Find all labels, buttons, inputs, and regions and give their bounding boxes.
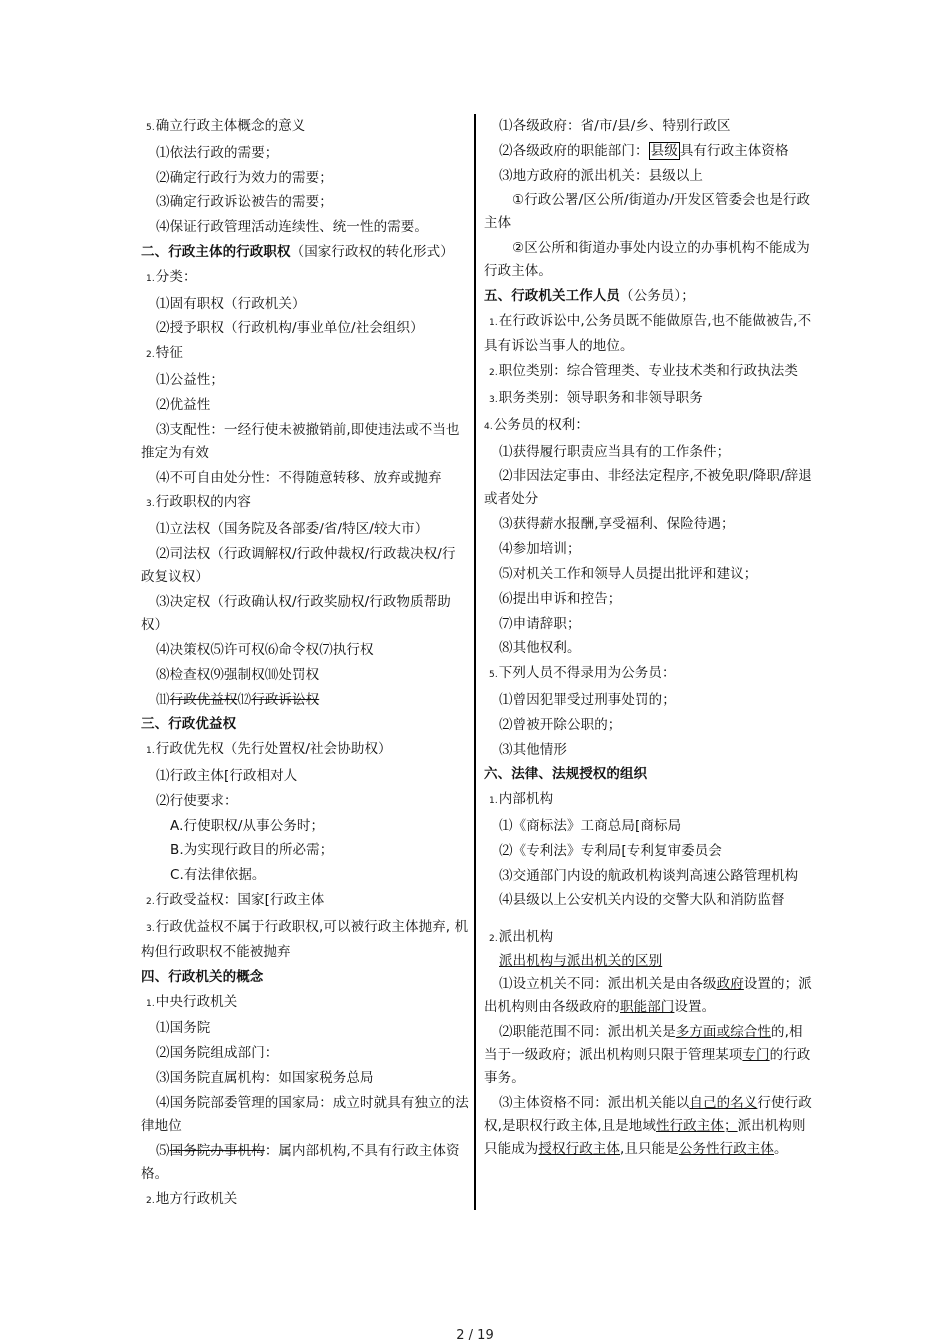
list-item: ⑷国务院部委管理的国家局：成立时就具有独立的法律地位	[141, 1094, 469, 1134]
list-item: ⑶其他情形	[499, 741, 567, 758]
right-column	[484, 114, 814, 1162]
list-item: ⑵行使要求：	[156, 792, 238, 809]
list-item: ⑷县级以上公安机关内设的交警大队和消防监督	[499, 892, 785, 909]
list-item: ⑵优益性	[156, 396, 211, 413]
list-item: B.为实现行政目的所必需；	[170, 842, 334, 859]
subheading: 派出机构与派出机关的区别	[499, 953, 663, 970]
list-item: ⑶主体资格不同：派出机关能以自己的名义行使行政权,是职权行政主体,且是地域性行政主体；派出机构则只能成为授权行政主体,且只能是公务性行政主体。	[484, 1095, 812, 1158]
list-item: ⑵非因法定事由、非经法定程序,不被免职/降职/辞退或者处分	[484, 468, 812, 508]
heading-item: 5.确立行政主体概念的意义	[146, 118, 306, 134]
list-item: ⑵曾被开除公职的；	[499, 716, 622, 733]
list-item: ⑶地方政府的派出机关：县级以上	[499, 167, 703, 184]
list-item: ⑺申请辞职；	[499, 615, 581, 632]
list-item: C.有法律依据。	[170, 867, 266, 884]
list-item: ⑵国务院组成部门：	[156, 1045, 279, 1062]
list-item: 5.下列人员不得录用为公务员：	[489, 665, 676, 682]
list-item: ⑴国务院	[156, 1020, 211, 1037]
list-item: 1.中央行政机关	[146, 993, 238, 1010]
list-item: ⑾行政优益权⑿行政诉讼权	[156, 691, 320, 708]
list-item: 1.在行政诉讼中,公务员既不能做原告,也不能做被告,不具有诉讼当事人的地位。	[484, 313, 812, 355]
list-item: 2.特征	[146, 345, 183, 362]
list-item: 3.职务类别：领导职务和非领导职务	[489, 389, 703, 406]
list-item: ⑴固有职权（行政机关）	[156, 295, 306, 312]
list-item: ⑶国务院直属机构：如国家税务总局	[156, 1069, 374, 1086]
list-item: ⑵职能范围不同：派出机关是多方面或综合性的,相当于一级政府；派出机构则只限于管理某项专门的行政事务。	[484, 1024, 811, 1087]
list-item: ①行政公署/区公所/街道办/开发区管委会也是行政主体	[484, 192, 811, 232]
list-item: ⑻其他权利。	[499, 640, 581, 657]
list-item: 1.行政优先权（先行处置权/社会协助权）	[146, 741, 392, 758]
list-item: ⑶获得薪水报酬,享受福利、保险待遇；	[499, 516, 735, 533]
list-item: ⑴各级政府：省/市/县/乡、特别行政区	[499, 118, 731, 134]
list-item: 3.行政职权的内容	[146, 494, 251, 511]
list-item: ⑷参加培训；	[499, 541, 581, 558]
list-item: ⑴曾因犯罪受过刑事处罚的；	[499, 691, 676, 708]
list-item: ⑴设立机关不同：派出机关是由各级政府设置的；派出机构则由各级政府的职能部门设置。	[484, 976, 812, 1016]
list-item: ⑷不可自由处分性：不得随意转移、放弃或抛弃	[156, 469, 442, 486]
list-item: 1.内部机构	[489, 791, 554, 808]
list-item: ⑴行政主体[行政相对人	[156, 767, 298, 784]
list-item: ⑴立法权（国务院及各部委/省/特区/较大市）	[156, 521, 429, 538]
list-item: 3.行政优益权不属于行政职权,可以被行政主体抛弃, 机构但行政职权不能被抛弃	[141, 918, 469, 960]
list-item: 2.职位类别：综合管理类、专业技术类和行政执法类	[489, 363, 798, 380]
list-item: 4.公务员的权利：	[484, 416, 589, 433]
list-item: ②区公所和街道办事处内设立的办事机构不能成为行政主体。	[484, 240, 810, 280]
list-item: ⑷保证行政管理活动连续性、统一性的需要。	[156, 219, 428, 236]
list-item: 2.地方行政机关	[146, 1190, 238, 1207]
column-divider	[474, 114, 476, 1210]
section-heading: 五、行政机关工作人员（公务员）；	[484, 288, 695, 305]
list-item: ⑵各级政府的职能部门： 县级 具有行政主体资格	[499, 142, 789, 159]
list-item: ⑴获得履行职责应当具有的工作条件；	[499, 443, 731, 460]
list-item: ⑵司法权（行政调解权/行政仲裁权/行政裁决权/行政复议权）	[141, 545, 456, 585]
list-item: 1.分类：	[146, 268, 197, 285]
list-item: ⑵《专利法》专利局[专利复审委员会	[499, 842, 722, 859]
list-item: 2.行政受益权：国家[行政主体	[146, 891, 325, 908]
list-item: ⑶确定行政诉讼被告的需要；	[156, 194, 333, 211]
list-item: ⑷决策权⑸许可权⑹命令权⑺执行权	[156, 641, 374, 658]
section-heading: 三、行政优益权	[141, 716, 237, 733]
list-item: ⑴公益性；	[156, 371, 224, 388]
list-item: ⑹提出申诉和控告；	[499, 590, 622, 607]
list-item: ⑶交通部门内设的航政机构谈判高速公路管理机构	[499, 867, 799, 884]
list-item: ⑻检查权⑼强制权⑽处罚权	[156, 666, 320, 683]
left-column	[141, 114, 469, 1214]
list-item: ⑴依法行政的需要；	[156, 144, 279, 161]
list-item: ⑴《商标法》工商总局[商标局	[499, 817, 682, 834]
list-item: ⑵授予职权（行政机构/事业单位/社会组织）	[156, 320, 424, 337]
list-item: ⑶支配性：一经行使未被撤销前,即使违法或不当也推定为有效	[141, 421, 460, 461]
list-item: A.行使职权/从事公务时；	[170, 817, 325, 834]
list-item: ⑶决定权（行政确认权/行政奖励权/行政物质帮助权）	[141, 593, 451, 633]
list-item: ⑸国务院办事机构：属内部机构,不具有行政主体资格。	[141, 1142, 460, 1182]
list-item: ⑸对机关工作和领导人员提出批评和建议；	[499, 565, 758, 582]
section-heading: 四、行政机关的概念	[141, 968, 264, 985]
list-item: 2.派出机构	[489, 929, 554, 946]
section-heading: 六、法律、法规授权的组织	[484, 766, 648, 783]
section-heading: 二、行政主体的行政职权（国家行政权的转化形式）	[141, 243, 454, 260]
list-item: ⑵确定行政行为效力的需要；	[156, 169, 333, 186]
boxed-text: 县级	[650, 142, 678, 159]
page-number: 2 / 19	[456, 1328, 494, 1343]
